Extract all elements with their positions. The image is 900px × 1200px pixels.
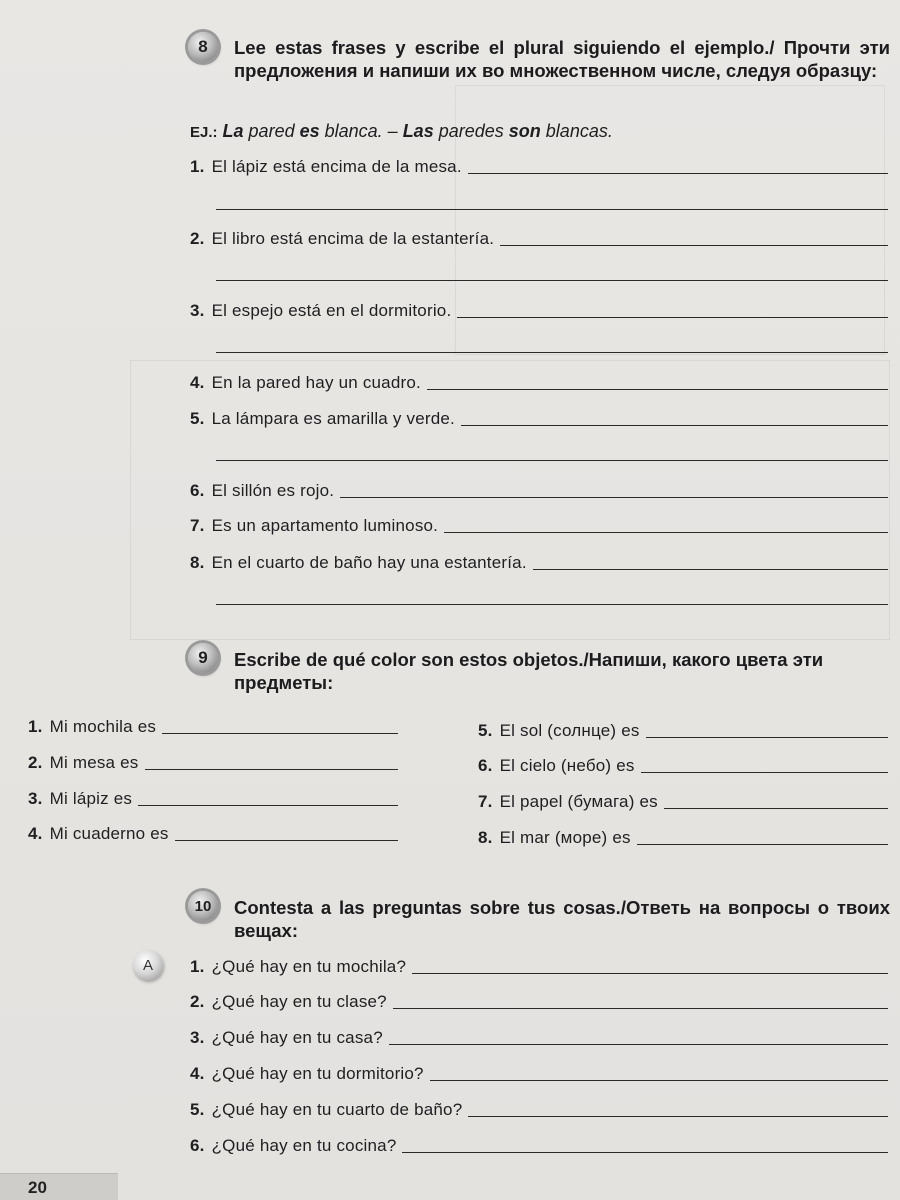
item-sentence: El papel (бумага) es bbox=[499, 792, 658, 811]
answer-line[interactable] bbox=[340, 497, 888, 498]
answer-line[interactable] bbox=[468, 1116, 888, 1117]
ex9-item-3 bbox=[28, 788, 398, 810]
item-question: ¿Qué hay en tu cocina? bbox=[211, 1136, 397, 1155]
item-sentence: El libro está encima de la estantería. bbox=[211, 229, 495, 248]
item-number: 3. bbox=[28, 789, 43, 808]
answer-line[interactable] bbox=[216, 460, 888, 461]
answer-line[interactable] bbox=[641, 772, 888, 773]
ex8-item-3 bbox=[190, 300, 888, 322]
example-verb-1: es bbox=[299, 121, 320, 141]
answer-line[interactable] bbox=[389, 1044, 888, 1045]
item-sentence: El cielo (небо) es bbox=[499, 756, 635, 775]
answer-line[interactable] bbox=[468, 173, 888, 174]
answer-line[interactable] bbox=[216, 209, 888, 210]
item-question: ¿Qué hay en tu mochila? bbox=[211, 957, 407, 976]
item-number: 4. bbox=[190, 373, 205, 392]
exercise-9-badge: 9 bbox=[188, 643, 218, 673]
item-question: ¿Qué hay en tu cuarto de baño? bbox=[211, 1100, 463, 1119]
ex10-item-3 bbox=[190, 1027, 888, 1049]
item-sentence: En la pared hay un cuadro. bbox=[211, 373, 421, 392]
example-adj-1: blanca. bbox=[319, 121, 383, 141]
ex10-item-2 bbox=[190, 991, 888, 1013]
example-adj-2: blancas. bbox=[540, 121, 613, 141]
answer-line[interactable] bbox=[444, 532, 888, 533]
example-noun-2: paredes bbox=[433, 121, 509, 141]
example-verb-2: son bbox=[508, 121, 541, 141]
item-sentence: El espejo está en el dormitorio. bbox=[211, 301, 452, 320]
answer-line[interactable] bbox=[216, 604, 888, 605]
answer-line[interactable] bbox=[216, 352, 888, 353]
answer-line[interactable] bbox=[162, 733, 398, 734]
level-a-badge: A bbox=[133, 950, 163, 980]
example-label: EJ.: bbox=[190, 124, 218, 141]
example-dash: – bbox=[382, 121, 403, 141]
example-article-2: Las bbox=[402, 121, 434, 141]
item-number: 2. bbox=[190, 229, 205, 248]
answer-line[interactable] bbox=[402, 1152, 888, 1153]
ex10-item-5 bbox=[190, 1099, 888, 1121]
item-number: 3. bbox=[190, 301, 205, 320]
item-sentence: Mi mesa es bbox=[49, 753, 139, 772]
item-sentence: Mi mochila es bbox=[49, 717, 157, 736]
item-sentence: El mar (море) es bbox=[499, 828, 631, 847]
ex8-item-7 bbox=[190, 515, 888, 537]
item-number: 1. bbox=[190, 157, 205, 176]
answer-line[interactable] bbox=[145, 769, 399, 770]
item-sentence: La lámpara es amarilla y verde. bbox=[211, 409, 455, 428]
example-article-1: La bbox=[222, 121, 244, 141]
answer-line[interactable] bbox=[430, 1080, 888, 1081]
item-question: ¿Qué hay en tu dormitorio? bbox=[211, 1064, 424, 1083]
exercise-8-example bbox=[190, 120, 613, 144]
ex10-item-6 bbox=[190, 1135, 888, 1157]
ex9-item-7 bbox=[478, 791, 888, 813]
item-number: 8. bbox=[478, 828, 493, 847]
item-number: 6. bbox=[478, 756, 493, 775]
item-number: 7. bbox=[190, 516, 205, 535]
answer-line[interactable] bbox=[393, 1008, 888, 1009]
answer-line[interactable] bbox=[457, 317, 888, 318]
item-number: 5. bbox=[190, 1100, 205, 1119]
answer-line[interactable] bbox=[412, 973, 888, 974]
answer-line[interactable] bbox=[664, 808, 888, 809]
example-noun-1: pared bbox=[243, 121, 300, 141]
ex8-item-8 bbox=[190, 552, 888, 574]
item-question: ¿Qué hay en tu casa? bbox=[211, 1028, 383, 1047]
ex10-item-1 bbox=[190, 956, 888, 978]
page-number-tab bbox=[0, 1173, 118, 1200]
answer-line[interactable] bbox=[175, 840, 398, 841]
ex10-item-4 bbox=[190, 1063, 888, 1085]
answer-line[interactable] bbox=[646, 737, 888, 738]
item-number: 2. bbox=[190, 992, 205, 1011]
answer-line[interactable] bbox=[138, 805, 398, 806]
ex8-item-2 bbox=[190, 228, 888, 250]
answer-line[interactable] bbox=[500, 245, 888, 246]
exercise-10-badge: 10 bbox=[188, 891, 218, 921]
page-number: 20 bbox=[28, 1178, 47, 1197]
answer-line[interactable] bbox=[427, 389, 888, 390]
ex8-item-5 bbox=[190, 408, 888, 430]
item-number: 1. bbox=[190, 957, 205, 976]
item-number: 5. bbox=[478, 721, 493, 740]
ex9-item-1 bbox=[28, 716, 398, 738]
item-sentence: En el cuarto de baño hay una estantería. bbox=[211, 553, 527, 572]
exercise-9-title: Escribe de qué color son estos objetos./Напиши, какого цвета эти предметы: bbox=[234, 649, 824, 693]
item-number: 3. bbox=[190, 1028, 205, 1047]
item-number: 2. bbox=[28, 753, 43, 772]
item-sentence: El sol (солнце) es bbox=[499, 721, 640, 740]
answer-line[interactable] bbox=[461, 425, 888, 426]
item-sentence: Es un apartamento luminoso. bbox=[211, 516, 439, 535]
item-number: 4. bbox=[28, 824, 43, 843]
exercise-10-title: Contesta a las preguntas sobre tus cosas./Ответь на вопросы о твоих вещах: bbox=[234, 897, 890, 941]
ex9-item-8 bbox=[478, 827, 888, 849]
item-number: 6. bbox=[190, 1136, 205, 1155]
item-sentence: El sillón es rojo. bbox=[211, 481, 335, 500]
item-sentence: El lápiz está encima de la mesa. bbox=[211, 157, 462, 176]
item-number: 8. bbox=[190, 553, 205, 572]
ex9-item-4 bbox=[28, 823, 398, 845]
item-number: 4. bbox=[190, 1064, 205, 1083]
item-number: 7. bbox=[478, 792, 493, 811]
ex9-item-2 bbox=[28, 752, 398, 774]
item-number: 5. bbox=[190, 409, 205, 428]
item-number: 1. bbox=[28, 717, 43, 736]
item-sentence: Mi lápiz es bbox=[49, 789, 133, 808]
ex8-item-6 bbox=[190, 480, 888, 502]
ex8-item-1 bbox=[190, 156, 888, 178]
item-question: ¿Qué hay en tu clase? bbox=[211, 992, 387, 1011]
item-sentence: Mi cuaderno es bbox=[49, 824, 169, 843]
answer-line[interactable] bbox=[533, 569, 888, 570]
ex9-item-5 bbox=[478, 720, 888, 742]
answer-line[interactable] bbox=[216, 280, 888, 281]
answer-line[interactable] bbox=[637, 844, 888, 845]
exercise-8-title: Lee estas frases y escribe el plural siguiendo el ejemplo./ Прочти эти предложения и напиши их во множественном числе, следуя образцу: bbox=[234, 37, 890, 81]
ex9-item-6 bbox=[478, 755, 888, 777]
item-number: 6. bbox=[190, 481, 205, 500]
exercise-8-badge: 8 bbox=[188, 32, 218, 62]
ex8-item-4 bbox=[190, 372, 888, 394]
